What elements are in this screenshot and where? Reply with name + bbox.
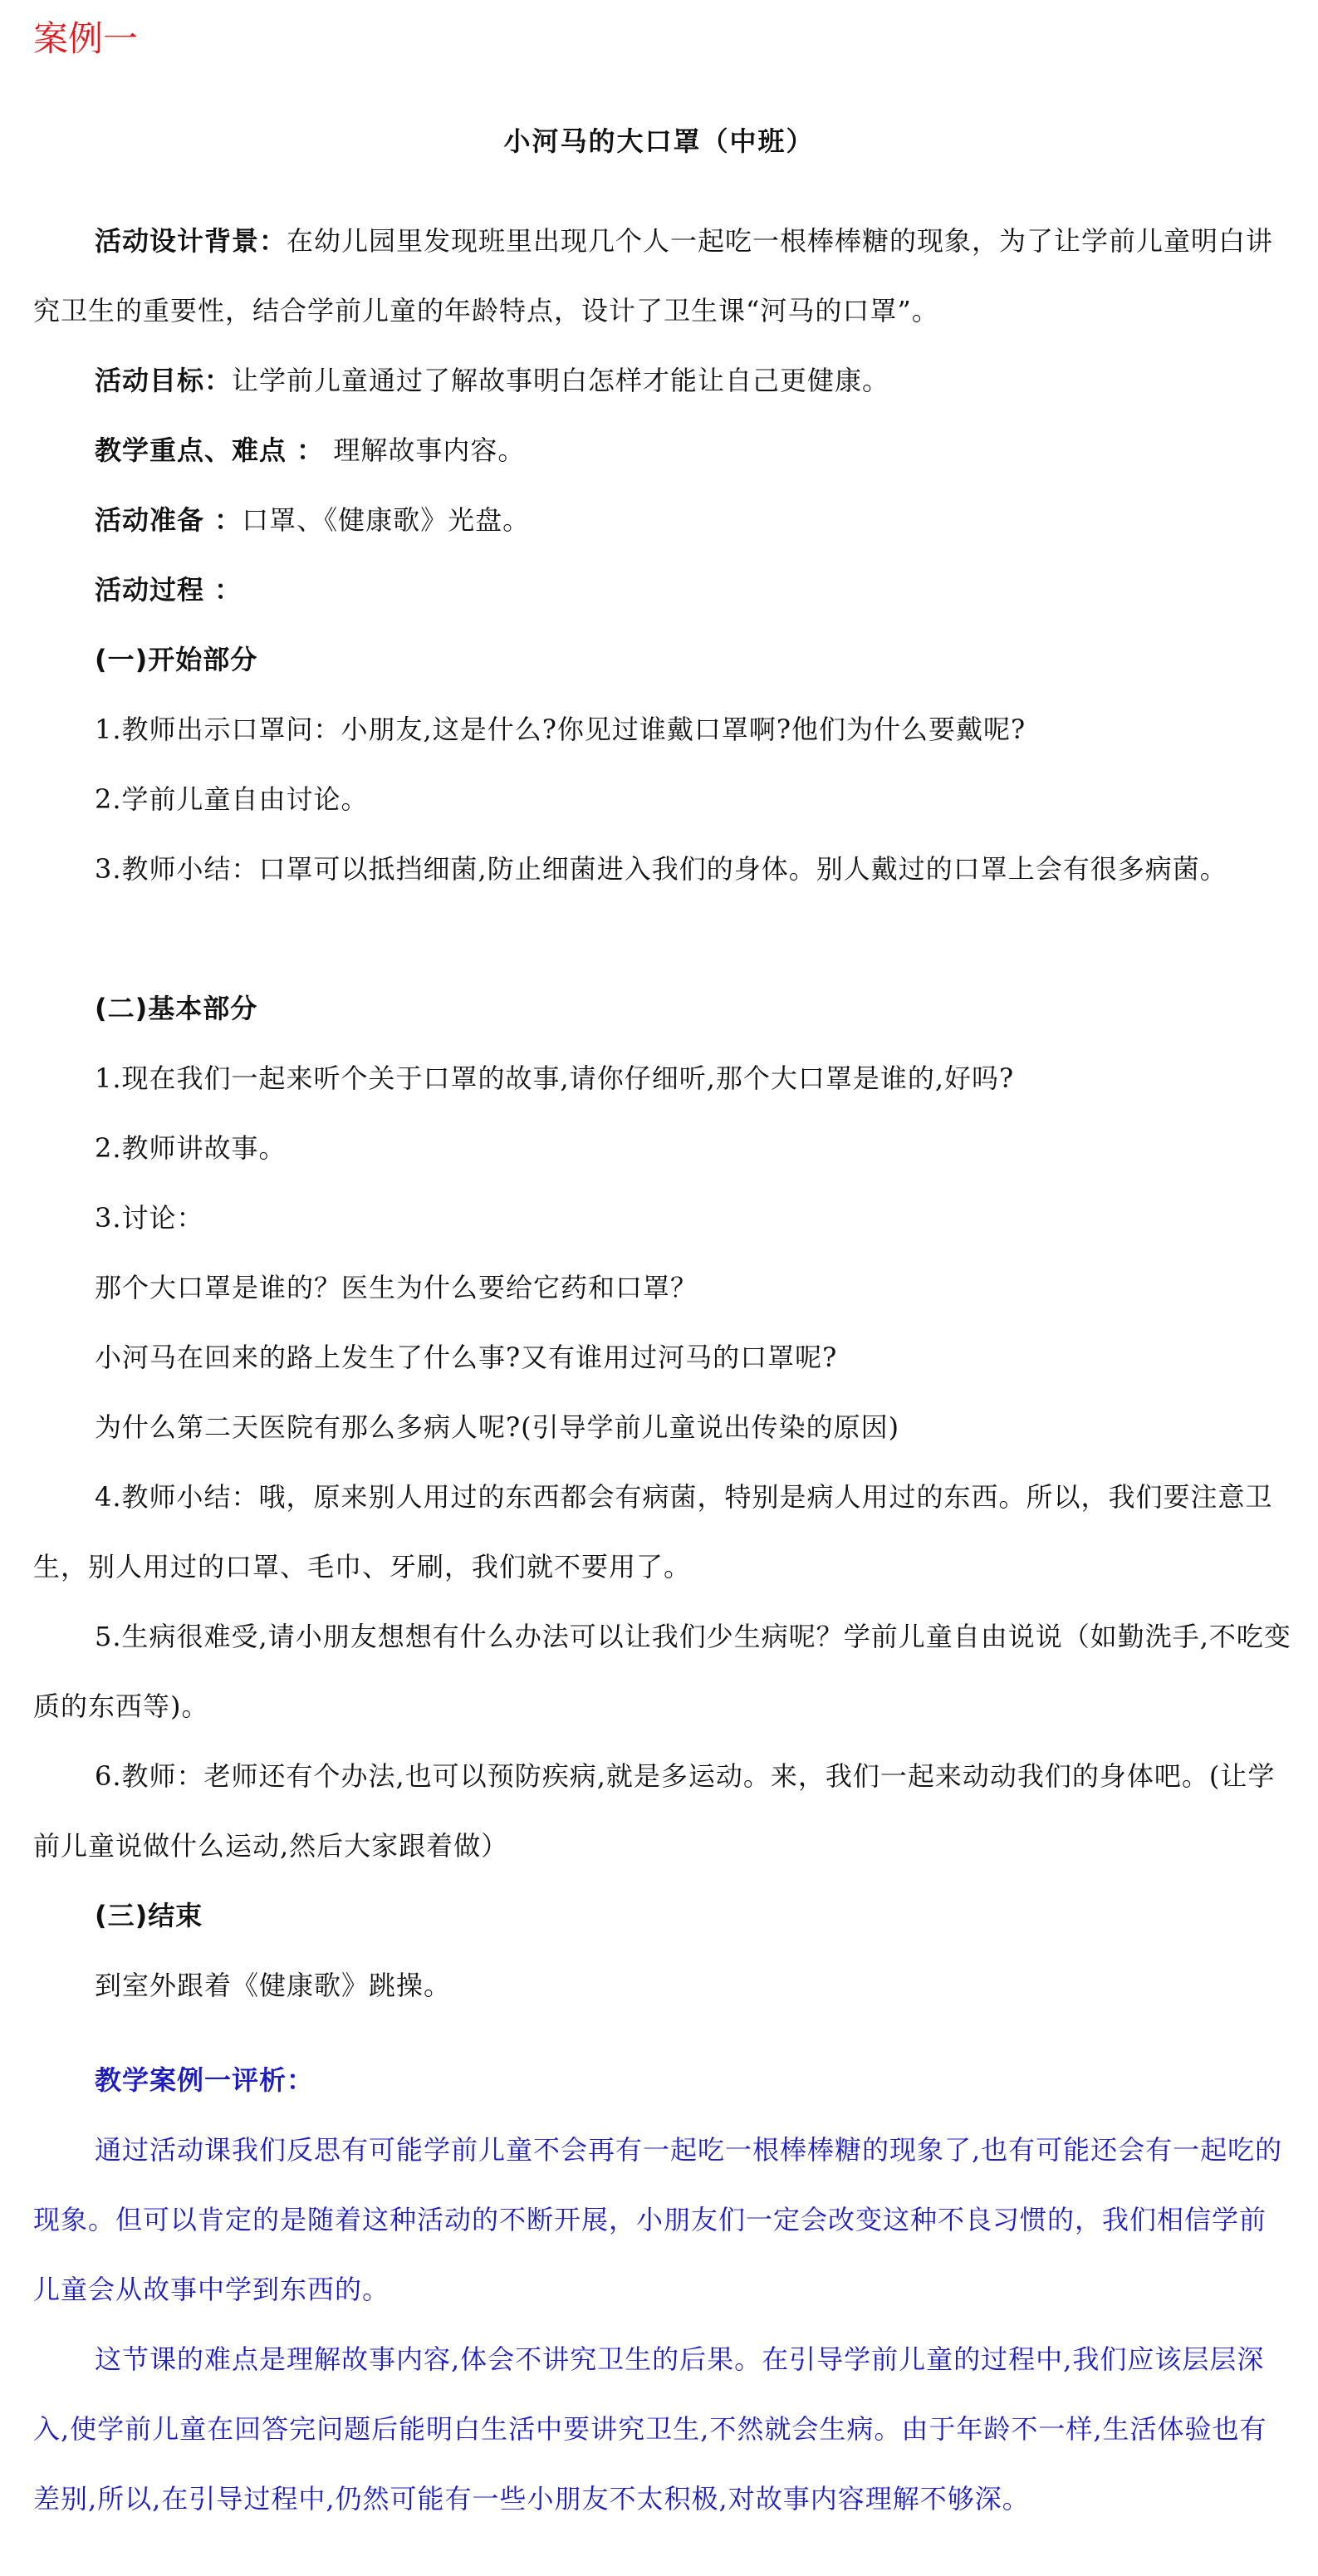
focus-text: 理解故事内容。 <box>324 434 526 466</box>
analysis-paragraph: 这节课的难点是理解故事内容,体会不讲究卫生的后果。在引导学前儿童的过程中,我们应该层层深入,使学前儿童在回答完问题后能明白生活中要讲究卫生,不然就会生病。由于年龄不一样,生活体验也有差别,所以,在引导过程中,仍然可能有一些小朋友不太积极,对故事内容理解不够深。 <box>33 2343 1267 2515</box>
list-item: 2.学前儿童自由讨论。 <box>95 783 369 815</box>
analysis-paragraph: 通过活动课我们反思有可能学前儿童不会再有一起吃一根棒棒糖的现象了,也有可能还会有一起吃的现象。但可以肯定的是随着这种活动的不断开展，小朋友们一定会改变这种不良习惯的，我们相信学前儿童会从故事中学到东西的。 <box>33 2134 1283 2305</box>
analysis-heading: 教学案例一评析： <box>95 2064 315 2096</box>
part1-heading: (一)开始部分 <box>95 644 258 675</box>
list-item: 5.生病很难受,请小朋友想想有什么办法可以让我们少生病呢？学前儿童自由说说（如勤洗手,不吃变质的东西等)。 <box>33 1621 1291 1722</box>
background-text: 在幼儿园里发现班里出现几个人一起吃一根棒棒糖的现象，为了让学前儿童明白讲究卫生的重要性，结合学前儿童的年龄特点，设计了卫生课“河马的口罩”。 <box>33 225 1274 326</box>
list-item: 6.教师：老师还有个办法,也可以预防疾病,就是多运动。来，我们一起来动动我们的身体吧。(让学前儿童说做什么运动,然后大家跟着做） <box>33 1760 1276 1862</box>
list-item: 到室外跟着《健康歌》跳操。 <box>95 1970 452 2001</box>
goal-label: 活动目标： <box>95 365 233 396</box>
part3-heading: (三)结束 <box>95 1900 203 1931</box>
background-label: 活动设计背景： <box>95 225 287 257</box>
case-label: 案例一 <box>33 18 139 59</box>
list-item: 4.教师小结：哦，原来别人用过的东西都会有病菌，特别是病人用过的东西。所以，我们要注意卫生，别人用过的口罩、毛巾、牙刷，我们就不要用了。 <box>33 1481 1273 1582</box>
list-item: 那个大口罩是谁的？医生为什么要给它药和口罩？ <box>95 1272 698 1303</box>
goal-text: 让学前儿童通过了解故事明白怎样才能让自己更健康。 <box>232 365 890 396</box>
list-item: 小河马在回来的路上发生了什么事?又有谁用过河马的口罩呢? <box>95 1342 838 1373</box>
list-item: 2.教师讲故事。 <box>95 1132 287 1164</box>
prep-paragraph <box>33 485 1291 555</box>
goal-paragraph <box>33 346 1291 415</box>
list-item: 为什么第二天医院有那么多病人呢?(引导学前儿童说出传染的原因) <box>95 1411 900 1443</box>
list-item: 3.讨论： <box>95 1202 204 1234</box>
process-paragraph <box>33 555 1291 625</box>
process-label: 活动过程 ： <box>95 574 243 606</box>
prep-text: 口罩、《健康歌》光盘。 <box>242 504 531 536</box>
prep-label: 活动准备 ： <box>95 504 243 536</box>
list-item: 3.教师小结：口罩可以抵挡细菌,防止细菌进入我们的身体。别人戴过的口罩上会有很多病菌。 <box>95 853 1227 885</box>
background-paragraph <box>33 206 1291 346</box>
focus-paragraph <box>33 415 1291 485</box>
list-item: 1.教师出示口罩问：小朋友,这是什么?你见过谁戴口罩啊?他们为什么要戴呢? <box>95 714 1026 745</box>
document-title: 小河马的大口罩（中班） <box>503 125 815 157</box>
focus-label: 教学重点、难点 ： <box>95 434 325 466</box>
part2-heading: (二)基本部分 <box>95 993 258 1024</box>
list-item: 1.现在我们一起来听个关于口罩的故事,请你仔细听,那个大口罩是谁的,好吗? <box>95 1062 1015 1094</box>
